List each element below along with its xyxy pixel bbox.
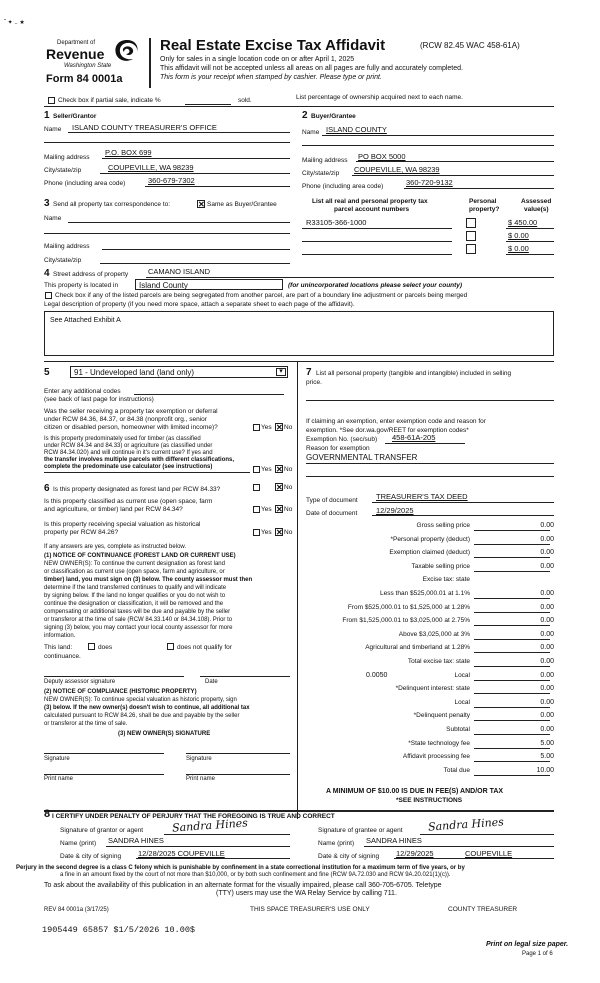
no-label: No: [284, 466, 293, 473]
notice-1-line: signing (3) below, you may contact your local county assessor for more: [44, 625, 233, 631]
section-3-number: 3: [44, 198, 50, 209]
notice-2-line: (3) below. If the new owner(s) doesn't wish to continue, all additional tax: [44, 705, 250, 711]
parcel-1-value[interactable]: $ 450.00: [508, 218, 538, 227]
seller-mail-label: Mailing address: [44, 154, 90, 161]
s6-q3-line-1: Is this property receiving special valuation as historical: [44, 521, 201, 528]
seller-city[interactable]: COUPEVILLE, WA 98239: [108, 163, 194, 172]
doc-type-label: Type of document: [306, 497, 358, 504]
form-title: Real Estate Excise Tax Affidavit: [160, 37, 386, 54]
county-value: Island County: [139, 281, 188, 290]
tax-row-label: Subtotal: [446, 726, 470, 733]
buyer-label: Buyer/Grantee: [311, 113, 356, 120]
exemption-note-2: exemption. *See dor.wa.gov/REET for exemption codes*: [306, 427, 469, 434]
continuance-label: continuance.: [44, 653, 81, 660]
land-use-select[interactable]: [70, 366, 288, 378]
perjury-line-1-text: Perjury in the second degree is a class C felony which is punishable by confinement in a state correctional institution for a maximum term of five years, or by: [16, 865, 465, 871]
tax-row-value[interactable]: 0.00: [540, 603, 554, 611]
tax-row-line: [474, 693, 550, 694]
notice-1-line: compensating or additional taxes will be due and payable by the seller: [44, 609, 231, 615]
tax-row-label: Agricultural and timberland at 1.28%: [365, 644, 470, 652]
minimum-due-notice: A MINIMUM OF $10.00 IS DUE IN FEE(S) AND/OR TAX: [326, 788, 504, 795]
line: [145, 186, 290, 187]
tax-row-label: *Delinquent interest: state: [395, 685, 470, 693]
yes-label: Yes: [261, 529, 272, 536]
no-label: No: [284, 529, 293, 536]
line: [404, 188, 554, 189]
ownership-note: List percentage of ownership acquired next to each name.: [296, 94, 463, 101]
line: [322, 135, 554, 136]
s3-city-label: City/state/zip: [44, 257, 82, 264]
additional-codes-note: (see back of last page for instructions): [44, 396, 154, 403]
line: [100, 263, 290, 264]
county-select[interactable]: [135, 279, 283, 290]
grantor-signature-label: Signature of grantor or agent: [60, 827, 144, 834]
no-label: No: [284, 506, 293, 513]
line: [68, 132, 290, 133]
revision-number: REV 84 0001a (3/17/25): [44, 907, 109, 913]
perjury-line-2: a fine in an amount fixed by the court of not more than $10,000, or by both such confinement and fine (RCW 9A.72.030 and RCW 9A.20.021(1)(c)).: [60, 872, 451, 878]
does-not-qualify-checkbox[interactable]: [167, 643, 174, 650]
line: [506, 228, 554, 229]
s5-q2-line-4: the transfer involves multiple parcels with different classifications,: [44, 457, 235, 463]
dor-logo: [42, 36, 142, 84]
section-1-number: 1: [44, 110, 50, 121]
seller-city-label: City/state/zip: [44, 167, 82, 174]
line: [44, 472, 250, 473]
s5-q1-line-2: under RCW 84.36, 84.37, or 84.38 (nonprofit org., senior: [44, 416, 207, 423]
additional-codes-label: Enter any additional codes: [44, 388, 121, 395]
parcels-header-2: parcel account numbers: [334, 206, 410, 213]
partial-sale-checkbox[interactable]: [48, 97, 55, 104]
located-label: This property is located in: [44, 282, 119, 289]
tax-row-value[interactable]: 0.00: [540, 712, 554, 720]
s5-q1-no-checkbox[interactable]: ✕: [276, 423, 283, 432]
line: [394, 858, 554, 859]
s3-mail-label: Mailing address: [44, 243, 90, 250]
land-use-value: 91 - Undeveloped land (land only): [74, 368, 195, 377]
parcel-3-value[interactable]: $ 0.00: [508, 244, 529, 253]
s5-q2-line-5: complete the predominate use calculator (see instructions): [44, 464, 213, 470]
form-number: Form 84 0001a: [46, 73, 123, 85]
tax-row-line: [474, 761, 550, 762]
tax-row-value[interactable]: 0.00: [540, 698, 554, 706]
seller-phone-label: Phone (including area code): [44, 180, 126, 187]
s6-q3-no-checkbox[interactable]: ✕: [276, 528, 283, 537]
yes-label: Yes: [261, 424, 272, 431]
does-not-label: does not qualify for: [177, 644, 232, 651]
s3-name-label: Name: [44, 215, 62, 222]
assessed-header-2: value(s): [524, 206, 549, 213]
doc-date[interactable]: 12/29/2025: [376, 506, 414, 515]
tax-row-label: Exemption claimed (deduct): [389, 549, 470, 557]
s6-q1-no-checkbox[interactable]: ✕: [276, 483, 283, 492]
subtitle-2: This affidavit will not be accepted unless all areas on all pages are fully and accurately completed.: [160, 65, 463, 72]
tax-row-line: [474, 707, 550, 708]
notice-2-line: or transferor at the time of sale.: [44, 721, 128, 727]
line: [106, 846, 290, 847]
line: [372, 502, 554, 503]
notice-1-line: continue the designation or classification, it will be removed and the: [44, 601, 224, 607]
deputy-date-label: Date: [205, 679, 218, 685]
page-number: Page 1 of 6: [522, 951, 553, 957]
s7-label-2: price.: [306, 379, 322, 386]
s5-q2-line-3: RCW 84.34.020) and will continue in it's current use? If yes and: [44, 450, 213, 456]
tax-row-line: [474, 598, 550, 599]
legal-description-box[interactable]: [44, 311, 554, 356]
tax-row-value[interactable]: 0.00: [540, 658, 554, 665]
print-name-label: Print name: [44, 776, 74, 782]
print-name-line-1[interactable]: [44, 774, 164, 775]
tax-row-line: [474, 625, 550, 626]
grantee-signature-label: Signature of grantee or agent: [318, 827, 403, 834]
exemption-note-1: If claiming an exemption, enter exemption code and reason for: [306, 418, 486, 425]
personal-header-2: property?: [469, 206, 500, 213]
notice-2-line: calculated pursuant to RCW 84.26, shall be due and payable by the seller: [44, 713, 240, 719]
correspondence-label: Send all property tax correspondence to:: [53, 201, 171, 208]
notice-2-title: (2) NOTICE OF COMPLIANCE (HISTORIC PROPERTY): [44, 689, 197, 695]
line: [385, 443, 465, 444]
new-owner-signature-line-2[interactable]: [186, 753, 290, 754]
line: [306, 463, 554, 464]
tax-row-value[interactable]: 5.00: [540, 739, 554, 747]
tax-row-label: Gross selling price: [416, 522, 470, 529]
certify-statement: I CERTIFY UNDER PENALTY OF PERJURY THAT THE FOREGOING IS TRUE AND CORRECT: [52, 813, 335, 820]
s6-q3-line-2: property per RCW 84.26?: [44, 529, 119, 536]
line: [136, 858, 290, 859]
legal-description-label: Legal description of property (if you need more space, attach a separate sheet to each page of the affidavit).: [44, 301, 355, 308]
grantee-signature[interactable]: Sandra Hines: [427, 815, 505, 834]
this-land-label: This land:: [44, 644, 73, 651]
s7-label-1: List all personal property (tangible and intangible) included in selling: [316, 370, 512, 377]
section-7-number: 7: [306, 367, 312, 378]
notice-1-line: NEW OWNER(S): To continue the current designation as forest land: [44, 561, 225, 567]
grantee-date[interactable]: 12/29/2025: [396, 849, 434, 858]
notice-1-line: or transferor at the time of sale (RCW 84.33.140 or 84.34.108). Prior to: [44, 617, 233, 623]
line: [302, 145, 554, 146]
wa-swirl-icon: [112, 38, 142, 64]
accessibility-line-1: To ask about the availability of this publication in an alternate format for the visually impaired, please call 360-705-6705. Teletype: [44, 882, 442, 889]
same-as-buyer-label: Same as Buyer/Grantee: [207, 201, 277, 208]
line: [134, 394, 284, 395]
grantor-date-city[interactable]: 12/28/2025 COUPEVILLE: [138, 849, 225, 858]
logo-revenue: Revenue: [46, 46, 105, 62]
no-label: No: [284, 424, 293, 431]
logo-state: Washington State: [64, 63, 112, 69]
buyer-city[interactable]: COUPEVILLE, WA 98239: [354, 165, 440, 174]
deputy-signature-label: Deputy assessor signature: [44, 679, 116, 685]
tax-row-value[interactable]: 0.00: [540, 726, 554, 733]
tax-row-label: Above $3,025,000 at 3%: [398, 630, 470, 638]
header-divider: [149, 38, 151, 88]
assessed-header-1: Assessed: [521, 198, 552, 205]
notice-1-title: (1) NOTICE OF CONTINUANCE (FOREST LAND OR CURRENT USE): [44, 553, 236, 559]
segregated-checkbox[interactable]: [45, 292, 52, 299]
doc-type[interactable]: TREASURER'S TAX DEED: [376, 492, 468, 501]
margin-scribble: ˇ ✦ .. ★: [4, 20, 25, 26]
notice-1-line: timber) land, you must sign on (3) below. The county assessor must then: [44, 577, 253, 583]
buyer-city-label: City/state/zip: [302, 170, 340, 177]
county-treasurer-label: COUNTY TREASURER: [448, 906, 518, 913]
tax-row-value[interactable]: 0.00: [540, 671, 554, 679]
grantee-name[interactable]: SANDRA HINES: [366, 836, 422, 845]
unincorporated-note: (for unincorporated locations please select your county): [288, 282, 463, 289]
grantor-date-label: Date & city of signing: [60, 853, 122, 860]
subtitle-1: Only for sales in a single location code on or after April 1, 2025: [160, 56, 355, 63]
buyer-name-label: Name: [302, 129, 320, 136]
tax-row-label: Excise tax: state: [422, 576, 470, 584]
tax-row-line: [474, 612, 550, 613]
signature-label: Signature: [44, 756, 70, 762]
no-label: No: [284, 484, 293, 491]
line: [100, 173, 290, 174]
tax-row-value[interactable]: 0.00: [540, 644, 554, 652]
parcel-3-personal-checkbox[interactable]: [466, 244, 476, 254]
partial-sale-label: Check box if partial sale, indicate %: [58, 97, 161, 104]
tax-row-label: Total due: [443, 766, 470, 774]
tax-row-label: Total excise tax: state: [407, 658, 470, 665]
tax-row-label: Taxable selling price: [411, 562, 470, 570]
grantee-date-label: Date & city of signing: [318, 853, 380, 860]
s6-q1: Is this property designated as forest land per RCW 84.33?: [53, 486, 221, 493]
s5-q2-no-checkbox[interactable]: ✕: [276, 465, 283, 474]
buyer-phone-label: Phone (including area code): [302, 183, 384, 190]
see-instructions: *SEE INSTRUCTIONS: [396, 797, 463, 804]
notice-1-line: determine if the land transferred continues to qualify and will indicate: [44, 585, 227, 591]
tax-row-label: Local: [454, 671, 470, 679]
tax-row-line: [474, 680, 550, 681]
line: [306, 476, 554, 477]
line: [420, 834, 554, 835]
accessibility-line-2: (TTY) users may use the WA Relay Service by calling 711.: [216, 890, 397, 897]
line: [506, 254, 554, 255]
s5-q1-line-3: citizen or disabled person, homeowner with limited income)?: [44, 424, 218, 431]
print-name-label: Print name: [186, 776, 216, 782]
chevron-down-icon[interactable]: ▾: [276, 368, 286, 376]
tax-row-value[interactable]: 0.00: [540, 630, 554, 638]
s6-q3-yes-checkbox[interactable]: [253, 529, 260, 536]
exemption-number[interactable]: 458-61A-205: [392, 433, 436, 442]
same-as-buyer-checkbox[interactable]: ✕: [198, 200, 205, 209]
line: [306, 400, 554, 401]
tax-row-line: [474, 530, 550, 531]
exemption-reason-label: Reason for exemption: [306, 445, 370, 452]
parcels-header-1: List all real and personal property tax: [312, 198, 428, 205]
tax-row-label: *State technology fee: [408, 739, 470, 747]
subtitle-3: This form is your receipt when stamped by cashier. Please type or print.: [160, 74, 382, 81]
print-name-line-2[interactable]: [186, 774, 290, 775]
buyer-phone[interactable]: 360-720-9132: [406, 178, 453, 187]
rule: [44, 106, 554, 107]
partial-pct-line[interactable]: [185, 104, 231, 105]
tax-row-label: Local: [454, 698, 470, 706]
s5-q1-yes-checkbox[interactable]: [253, 424, 260, 431]
tax-row-label: *Personal property (deduct): [390, 535, 470, 543]
perjury-line-1: [16, 865, 465, 872]
partial-sold-label: sold.: [238, 97, 252, 104]
line: [164, 834, 290, 835]
doc-date-label: Date of document: [306, 510, 358, 517]
tax-row-value[interactable]: 0.00: [540, 617, 554, 625]
rule: [44, 361, 554, 362]
tax-row-line: [474, 720, 550, 721]
parcel-2-personal-checkbox[interactable]: [466, 231, 476, 241]
line: [102, 249, 290, 250]
line: [146, 277, 554, 278]
seller-mail[interactable]: P.O. BOX 699: [105, 148, 152, 157]
tax-row-line: [474, 748, 550, 749]
exemption-number-label: Exemption No. (sec/sub): [306, 436, 378, 443]
buyer-mail[interactable]: PO BOX 5000: [358, 152, 406, 161]
tax-row-value[interactable]: 0.00: [540, 522, 554, 529]
segregated-label: Check box if any of the listed parcels are being segregated from another parcel, are part of a boundary line adjustment or parcels being merged: [55, 292, 468, 299]
tax-row-value[interactable]: 0.00: [540, 685, 554, 693]
line: [68, 222, 290, 223]
exemption-reason[interactable]: GOVERNMENTAL TRANSFER: [306, 453, 418, 462]
line: [302, 254, 452, 255]
line: [102, 158, 290, 159]
new-owner-signature-line-1[interactable]: [44, 753, 164, 754]
column-divider: [297, 361, 298, 819]
seller-phone[interactable]: 360-679-7302: [148, 176, 195, 185]
s5-q2-line-1: Is this property predominately used for timber (as classified: [44, 436, 201, 442]
tax-row-value[interactable]: 0.00: [540, 535, 554, 543]
tax-row-line: [474, 734, 550, 735]
signature-label: Signature: [186, 756, 212, 762]
section-4-number: 4: [44, 268, 50, 279]
line: [44, 142, 290, 143]
tax-row-value[interactable]: 10.00: [536, 766, 554, 774]
deputy-date-line[interactable]: [200, 676, 290, 677]
tax-row-label: From $1,525,000.01 to $3,025,000 at 2.75%: [342, 617, 470, 625]
tax-row-line: [474, 557, 550, 558]
line: [352, 175, 554, 176]
tax-row-label: *Delinquent penalty: [413, 712, 470, 720]
tax-row-line: [474, 775, 550, 776]
deputy-signature-line[interactable]: [44, 676, 184, 677]
tax-row-line: [474, 639, 550, 640]
tax-row-line: [474, 571, 550, 572]
treasurer-use-only: THIS SPACE TREASURER'S USE ONLY: [250, 906, 370, 913]
grantee-name-label: Name (print): [318, 840, 355, 847]
parcel-2-value[interactable]: $ 0.00: [508, 231, 529, 240]
s6-q2-line-1: Is this property classified as current use (open space, farm: [44, 498, 213, 505]
tax-row-label: From $525,000.01 to $1,525,000 at 1.28%: [347, 603, 470, 611]
tax-row-value[interactable]: 0.00: [540, 590, 554, 597]
grantor-signature[interactable]: Sandra Hines: [171, 816, 249, 835]
tax-row-label: Less than $525,000.01 at 1.1%: [380, 590, 470, 597]
s6-q2-no-checkbox[interactable]: ✕: [276, 505, 283, 514]
line: [364, 846, 554, 847]
notice-3-title: (3) NEW OWNER(S) SIGNATURE: [118, 731, 211, 737]
street-label: Street address of property: [53, 271, 129, 278]
logo-dept-of: Department of: [57, 40, 96, 46]
does-label: does: [98, 644, 113, 651]
notice-1-line: information.: [44, 633, 76, 639]
s6-q2-yes-checkbox[interactable]: [253, 506, 260, 513]
tax-row-line: [474, 544, 550, 545]
line: [44, 233, 290, 234]
line: [302, 228, 452, 229]
s5-q2-line-2: under RCW 84.34 and 84.33) or agriculture (as classified under: [44, 443, 213, 449]
notice-1-line: by signing below. If the land no longer qualifies or you do not wish to: [44, 593, 226, 599]
section-8-number: 8: [44, 808, 51, 820]
personal-header-1: Personal: [469, 198, 497, 205]
street-address[interactable]: CAMANO ISLAND: [148, 267, 211, 276]
notice-1-line: or classification as current use (open space, farm and agriculture, or: [44, 569, 225, 575]
legal-paper-note: Print on legal size paper.: [486, 941, 569, 948]
seller-name[interactable]: ISLAND COUNTY TREASURER'S OFFICE: [72, 123, 217, 132]
tax-row-value[interactable]: 0.00: [540, 549, 554, 557]
yes-label: Yes: [261, 506, 272, 513]
seller-label: Seller/Grantor: [53, 113, 97, 120]
s5-q2-yes-checkbox[interactable]: [253, 466, 260, 473]
legal-description-text: See Attached Exhibit A: [50, 317, 121, 324]
s6-if-yes: If any answers are yes, complete as instructed below.: [44, 544, 187, 550]
buyer-name[interactable]: ISLAND COUNTY: [326, 125, 387, 134]
yes-label: Yes: [261, 466, 272, 473]
cashier-stamp: 1905449 65857 $1/5/2026 10.00$: [42, 925, 196, 935]
line: [356, 161, 554, 162]
form-rcw: (RCW 82.45 WAC 458-61A): [420, 41, 520, 50]
s6-q2-line-2: and agriculture, or timber) land per RCW 84.34?: [44, 506, 183, 513]
tax-calculation-table: [300, 520, 558, 785]
tax-row-label: Affidavit processing fee: [402, 753, 470, 761]
line: [506, 241, 554, 242]
tax-row-value[interactable]: 5.00: [540, 753, 554, 761]
does-qualify-checkbox[interactable]: [88, 643, 95, 650]
section-2-number: 2: [302, 110, 308, 121]
parcel-1-number[interactable]: R33105-366-1000: [306, 218, 367, 227]
buyer-mail-label: Mailing address: [302, 157, 348, 164]
line: [372, 515, 554, 516]
tax-row-line: [474, 666, 550, 667]
parcel-1-personal-checkbox[interactable]: [466, 218, 476, 228]
grantor-name[interactable]: SANDRA HINES: [108, 836, 164, 845]
notice-2-line: NEW OWNER(S): To continue special valuation as historic property, sign: [44, 697, 237, 703]
s6-q1-yes-checkbox[interactable]: [253, 484, 260, 491]
tax-row-line: [474, 652, 550, 653]
s5-q1-line-1: Was the seller receiving a property tax exemption or deferral: [44, 408, 218, 415]
grantee-city[interactable]: COUPEVILLE: [465, 849, 513, 858]
grantor-name-label: Name (print): [60, 840, 97, 847]
rule: [44, 810, 554, 812]
section-6-number: 6: [44, 483, 50, 494]
local-rate: 0.0050: [366, 671, 388, 679]
section-5-number: 5: [44, 367, 50, 378]
seller-name-label: Name: [44, 126, 62, 133]
line: [302, 241, 452, 242]
tax-row-value[interactable]: 0.00: [540, 562, 554, 570]
